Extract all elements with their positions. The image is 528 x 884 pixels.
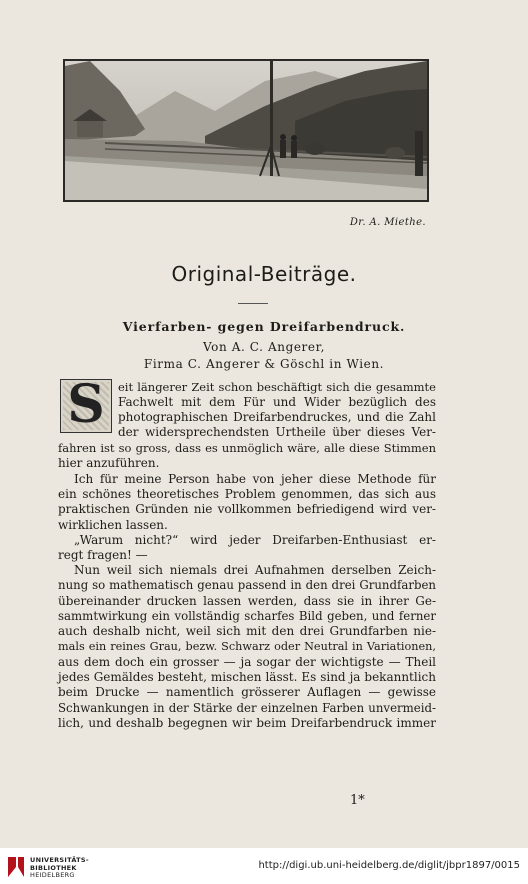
text-line: mals ein reines Grau, bezw. Schwarz oder Neutral in Variationen, (58, 640, 436, 653)
decorated-initial (60, 379, 112, 433)
text-line: Fachwelt mit dem Für und Wider bezüglich des (118, 395, 436, 409)
text-line: sammtwirkung ein vollständig scharfes Bild geben, und ferner (58, 609, 436, 623)
library-name-line1: UNIVERSITÄTS- (30, 856, 89, 864)
text-line: eit längerer Zeit schon beschäftigt sich die gesammte (118, 380, 436, 394)
text-line: hier anzuführen. (58, 456, 160, 470)
text-line: regt fragen! — (58, 548, 148, 562)
initial-letter: S (67, 379, 105, 433)
text-line: lich, und deshalb begegnen wir beim Dreifarbendruck immer (58, 716, 436, 730)
text-line: übereinander drucken lassen werden, dass sie in ihrer Ge- (58, 594, 436, 608)
byline-author: Von A. C. Angerer, (202, 340, 326, 354)
university-library-logo-icon (6, 855, 26, 879)
footer-bar (0, 848, 528, 884)
text-line: wirklichen lassen. (58, 518, 168, 532)
text-line: „Warum nicht?“ wird jeder Dreifarben-Enthusiast er- (74, 533, 436, 547)
source-url-link[interactable]: http://digi.ub.uni-heidelberg.de/diglit/jbpr1897/0015 (258, 860, 520, 871)
text-line: Schwankungen in der Stärke der einzelnen Farben unvermeid- (58, 701, 436, 715)
section-title: Original-Beiträge. (171, 262, 357, 286)
text-line: auch deshalb nicht, weil sich mit den drei Grundfarben nie- (58, 624, 436, 638)
page-marker: 1* (350, 793, 365, 808)
text-line: Ich für meine Person habe von jeher diese Methode für (74, 472, 436, 486)
text-line: praktischen Gründen nie vollkommen befriedigend wird ver- (58, 502, 436, 516)
divider-rule (238, 303, 268, 304)
text-line: nung so mathematisch genau passend in den drei Grundfarben (58, 578, 436, 592)
text-line: der widersprechendsten Urtheile über dieses Ver- (118, 425, 436, 439)
byline-firm: Firma C. Angerer & Göschl in Wien. (143, 357, 385, 371)
text-line: Nun weil sich niemals drei Aufnahmen derselben Zeich- (74, 563, 436, 577)
text-line: beim Drucke — namentlich grösserer Auflagen — gewisse (58, 685, 436, 699)
text-line: ein schönes theoretisches Problem genommen, das sich aus (58, 487, 436, 501)
landscape-photo-graphic (65, 61, 427, 200)
photo-caption: Dr. A. Miethe. (349, 217, 426, 228)
article-title: Vierfarben- gegen Dreifarbendruck. (122, 319, 406, 334)
text-line: jedes Gemäldes besteht, mischen lässt. Es sind ja bekanntlich (58, 670, 436, 684)
library-name (30, 857, 89, 880)
text-line: photographischen Dreifarbendruckes, und die Zahl (118, 410, 436, 424)
library-name-line3: HEIDELBERG (30, 871, 75, 879)
library-name-line2: BIBLIOTHEK (30, 863, 77, 872)
text-line: aus dem doch ein grosser — ja sogar der wichtigste — Theil (58, 655, 436, 669)
text-line: fahren ist so gross, dass es unmöglich wäre, alle diese Stimmen (58, 441, 436, 455)
photograph (63, 59, 429, 202)
